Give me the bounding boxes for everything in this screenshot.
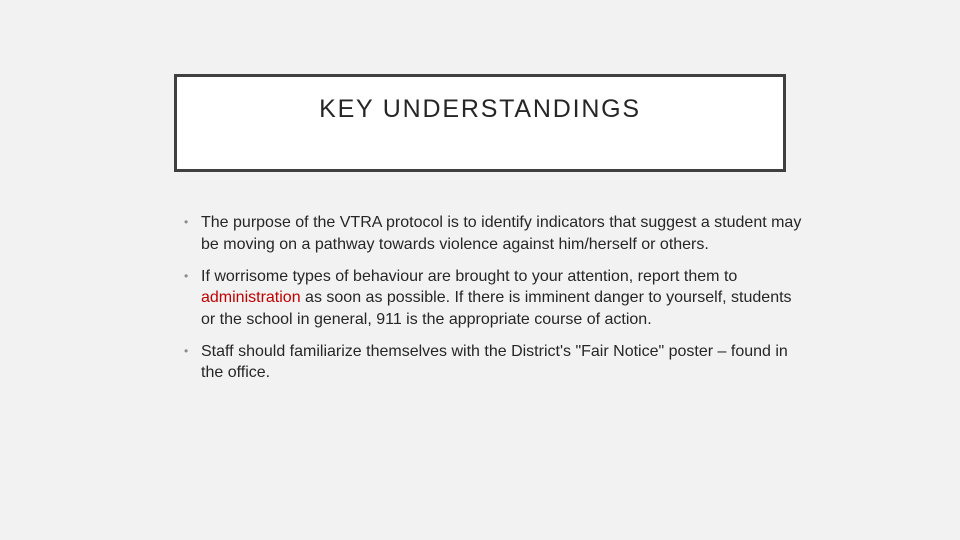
- bullet-text: Staff should familiarize themselves with the District's "Fair Notice" poster – found in the office.: [201, 342, 788, 381]
- highlighted-word: administration: [201, 289, 301, 306]
- bullet-item: [184, 212, 804, 255]
- bullet-item: [184, 341, 804, 384]
- bullet-dot-icon: •: [184, 343, 189, 358]
- bullet-dot-icon: •: [184, 268, 189, 283]
- bullet-dot-icon: •: [184, 215, 189, 229]
- bullet-item: [184, 266, 804, 331]
- bullet-text-before: If worrisome types of behaviour are brought to your attention, report them to: [201, 267, 738, 285]
- bullet-text: The purpose of the VTRA protocol is to identify indicators that suggest a student may be moving on a pathway towards violence against him/herself or others.: [201, 214, 802, 253]
- bullet-text: [201, 268, 792, 328]
- title-box: [174, 74, 786, 172]
- bullet-text-after: as soon as possible. If there is imminent danger to yourself, students or the school in general, 911 is the appropriate course of action.: [201, 289, 792, 328]
- bullet-list: [184, 212, 804, 394]
- slide-title: KEY UNDERSTANDINGS: [319, 95, 641, 123]
